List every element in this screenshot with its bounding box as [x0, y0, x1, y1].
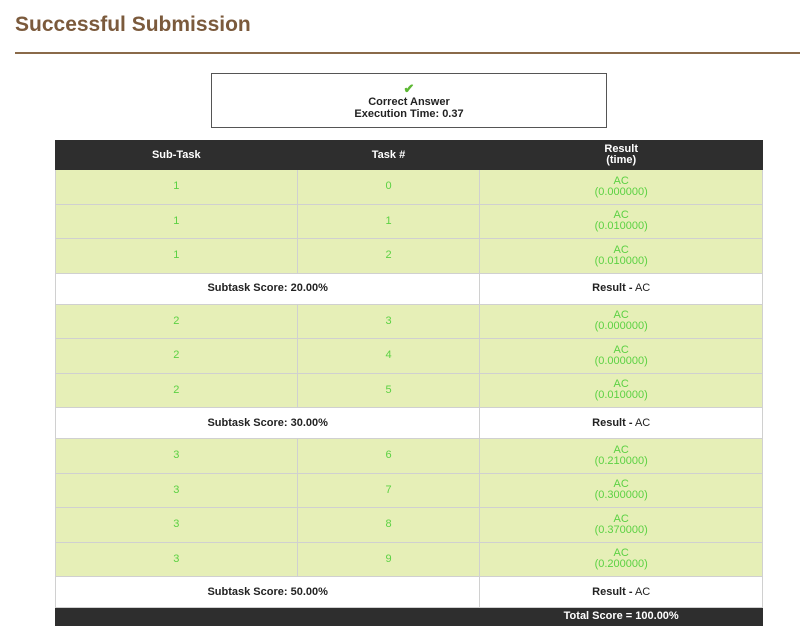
cell-task: 2	[297, 239, 480, 274]
subtask-score: Subtask Score: 50.00%	[56, 577, 480, 608]
result-time: (0.010000)	[594, 389, 648, 402]
cell-result	[480, 373, 763, 408]
cell-subtask: 2	[56, 304, 298, 339]
header-result-label: Result	[604, 143, 638, 155]
result-verdict: AC	[613, 343, 629, 356]
cell-result	[480, 542, 763, 577]
task-row	[56, 439, 763, 474]
task-row	[56, 473, 763, 508]
cell-subtask: 2	[56, 339, 298, 374]
result-verdict: AC	[613, 378, 629, 391]
result-time: (0.000000)	[594, 320, 648, 333]
cell-task: 0	[297, 170, 480, 205]
cell-task: 1	[297, 204, 480, 239]
cell-task: 3	[297, 304, 480, 339]
status-message: Correct Answer	[368, 96, 450, 108]
checkmark-icon: ✔	[403, 81, 415, 96]
task-row	[56, 373, 763, 408]
subtask-result-value: AC	[634, 282, 651, 294]
result-time: (0.210000)	[594, 454, 648, 467]
cell-subtask: 1	[56, 204, 298, 239]
cell-subtask: 3	[56, 542, 298, 577]
result-verdict: AC	[613, 478, 629, 491]
cell-task: 9	[297, 542, 480, 577]
result-time: (0.000000)	[594, 354, 648, 367]
cell-result	[480, 304, 763, 339]
task-row	[56, 508, 763, 543]
results-body	[56, 170, 763, 626]
subtask-summary-row	[56, 408, 763, 439]
subtask-result-label: Result -	[592, 416, 633, 429]
header-task: Task #	[297, 141, 480, 170]
cell-result	[480, 204, 763, 239]
task-row	[56, 304, 763, 339]
result-verdict: AC	[613, 243, 629, 256]
result-verdict: AC	[613, 512, 629, 525]
total-spacer	[56, 608, 480, 626]
task-row	[56, 542, 763, 577]
subtask-result-label: Result -	[592, 282, 633, 294]
cell-subtask: 3	[56, 439, 298, 474]
total-row	[56, 608, 763, 626]
status-box	[211, 73, 607, 128]
cell-result	[480, 473, 763, 508]
execution-time: Execution Time: 0.37	[354, 108, 464, 120]
result-verdict: AC	[613, 443, 629, 456]
cell-result	[480, 339, 763, 374]
cell-subtask: 2	[56, 373, 298, 408]
cell-task: 6	[297, 439, 480, 474]
task-row	[56, 204, 763, 239]
header-result-time: (time)	[606, 154, 637, 166]
table-header-row	[56, 141, 763, 170]
total-score: Total Score = 100.00%	[480, 608, 763, 626]
result-verdict: AC	[613, 174, 629, 187]
task-row	[56, 170, 763, 205]
subtask-result-value: AC	[634, 416, 651, 429]
result-time: (0.010000)	[594, 220, 648, 233]
subtask-result	[480, 577, 763, 608]
header-result	[480, 141, 763, 170]
cell-task: 4	[297, 339, 480, 374]
cell-result	[480, 170, 763, 205]
result-time: (0.370000)	[594, 523, 648, 536]
subtask-result	[480, 273, 763, 304]
result-time: (0.010000)	[594, 254, 648, 267]
header-subtask: Sub-Task	[56, 141, 298, 170]
cell-task: 8	[297, 508, 480, 543]
cell-subtask: 3	[56, 508, 298, 543]
cell-subtask: 1	[56, 239, 298, 274]
result-verdict: AC	[613, 309, 629, 322]
subtask-result-value: AC	[634, 585, 651, 598]
page-title: Successful Submission	[15, 13, 251, 36]
task-row	[56, 339, 763, 374]
result-time: (0.300000)	[594, 489, 648, 502]
cell-task: 5	[297, 373, 480, 408]
results-table	[55, 140, 763, 626]
subtask-score: Subtask Score: 20.00%	[56, 273, 480, 304]
result-time: (0.000000)	[594, 185, 648, 198]
cell-result	[480, 239, 763, 274]
subtask-result-label: Result -	[592, 585, 633, 598]
subtask-summary-row	[56, 273, 763, 304]
result-verdict: AC	[613, 547, 629, 560]
cell-result	[480, 508, 763, 543]
cell-result	[480, 439, 763, 474]
result-verdict: AC	[613, 209, 629, 222]
cell-subtask: 3	[56, 473, 298, 508]
subtask-result	[480, 408, 763, 439]
task-row	[56, 239, 763, 274]
title-divider	[15, 52, 800, 54]
cell-task: 7	[297, 473, 480, 508]
result-time: (0.200000)	[594, 558, 648, 571]
cell-subtask: 1	[56, 170, 298, 205]
subtask-score: Subtask Score: 30.00%	[56, 408, 480, 439]
subtask-summary-row	[56, 577, 763, 608]
